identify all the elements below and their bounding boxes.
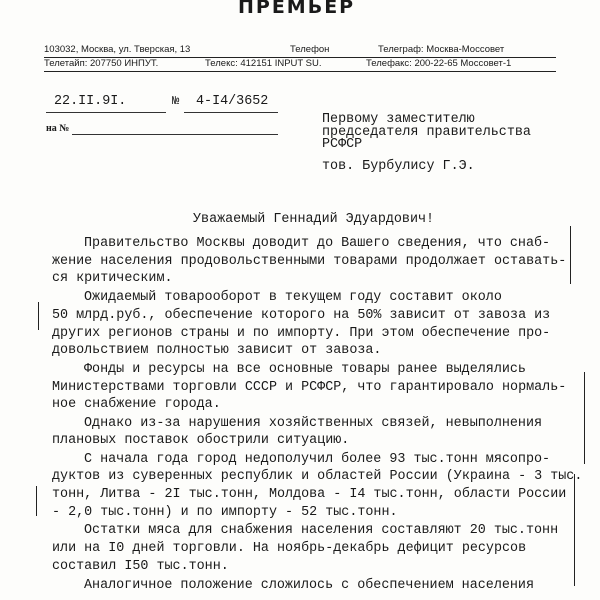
body-line: жение населения продовольственными товарами продолжает оставать-	[52, 254, 567, 269]
letterhead-divider-2	[44, 71, 556, 72]
on-number-underline	[72, 134, 278, 135]
salutation: Уважаемый Геннадий Эдуардович!	[193, 212, 435, 227]
body-line: Остатки мяса для снабжения населения составляют 20 тыс.тонн	[84, 523, 559, 538]
on-number-label: на №	[46, 123, 70, 134]
letterhead-teletype: Телетайп: 207750 ИНПУТ.	[44, 58, 159, 69]
margin-tick-mark	[36, 486, 37, 516]
addressee-line-4: тов. Бурбулису Г.Э.	[322, 159, 475, 174]
margin-tick-mark	[38, 302, 39, 330]
body-line: Однако из-за нарушения хозяйственных связей, невыполнения	[84, 416, 543, 431]
margin-bracket-mark	[570, 226, 571, 284]
body-line: дуктов из суверенных республик и областей России (Украина - 3 тыс.	[52, 469, 583, 484]
body-line: Аналогичное положение сложилось с обеспечением населения	[84, 578, 534, 593]
addressee-line-2: председателя правительства	[322, 125, 531, 140]
body-line: ся критическим.	[52, 271, 173, 286]
body-line: 50 млрд.руб., обеспечение которого на 50% зависит от завоза из	[52, 308, 551, 323]
number-underline	[184, 112, 278, 113]
addressee-line-1: Первому заместителю	[322, 112, 475, 127]
body-line: или на I0 дней торговли. На ноябрь-декабрь дефицит ресурсов	[52, 541, 527, 556]
letterhead-telefax: Телефакс: 200-22-65 Моссовет-1	[366, 58, 512, 69]
margin-bracket-mark	[574, 474, 575, 586]
letterhead-telegraph: Телеграф: Москва-Моссовет	[378, 44, 505, 55]
body-line: тонн, Литва - 2I тыс.тонн, Молдова - I4 тыс.тонн, области России	[52, 487, 567, 502]
body-line: довольствием полностью зависит от завоза.	[52, 343, 382, 358]
reference-number: 4-I4/3652	[196, 94, 269, 109]
body-line: Правительство Москвы доводит до Вашего сведения, что снаб-	[84, 236, 551, 251]
reference-date: 22.II.9I.	[54, 94, 127, 109]
letterhead-telephone: Телефон	[290, 44, 330, 55]
body-line: - 2,0 тыс.тонн) и по импорту - 52 тыс.тонн.	[52, 505, 398, 520]
body-line: С начала года город недополучил более 93 тыс.тонн мясопро-	[84, 452, 551, 467]
body-line: Министерствами торговли СССР и РСФСР, что гарантировало нормаль-	[52, 380, 567, 395]
body-line: Ожидаемый товарооборот в текущем году составит около	[84, 290, 502, 305]
body-line: плановых поставок обострили ситуацию.	[52, 433, 350, 448]
body-line: составил I50 тыс.тонн.	[52, 559, 229, 574]
body-line: Фонды и ресурсы на все основные товары ранее выделялись	[84, 362, 526, 377]
body-line: ное снабжение города.	[52, 397, 221, 412]
letterhead-telex: Телекс: 412151 INPUT SU.	[205, 58, 322, 69]
letterhead-address: 103032, Москва, ул. Тверская, 13	[44, 44, 191, 55]
addressee-line-3: РСФСР	[322, 137, 363, 152]
reference-number-sign: №	[172, 94, 180, 108]
letterhead-title: ПРЕМЬЕР	[238, 0, 356, 18]
margin-bracket-mark	[584, 372, 585, 464]
date-underline	[46, 112, 166, 113]
body-line: других регионов страны и по импорту. При этом обеспечение про-	[52, 326, 551, 341]
